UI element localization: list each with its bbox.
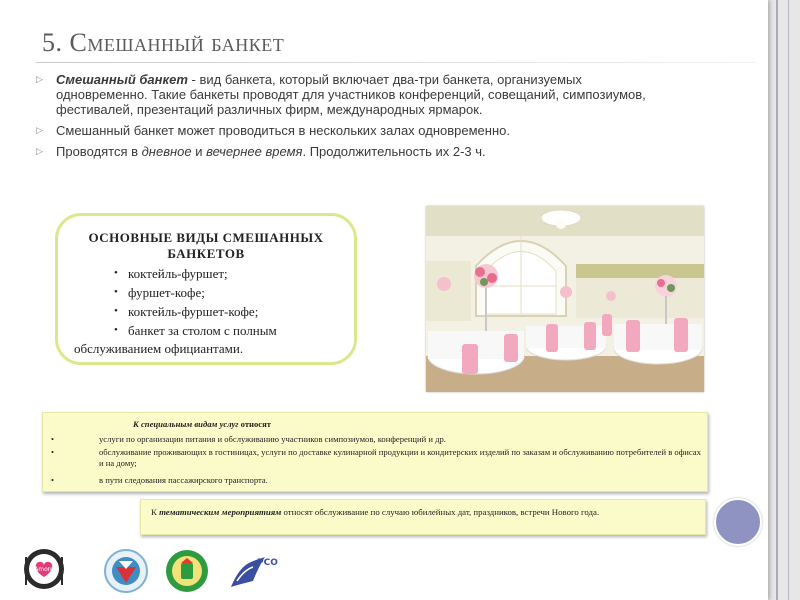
special-services-callout: К специальным видам услуг относят • услуги по организации питания и обслуживанию участников симпозиумов, конференций и др. • обслуживание проживающих в гостиницах, услуги по доставке кулинарной продукции и кондитерских изделий по заказам и обслуживанию потребителей в офисах и на дому; • в пути следования пассажирского транспорта. <box>42 412 708 492</box>
dot-bullet-icon: • <box>114 324 118 336</box>
bullet-list <box>36 72 676 165</box>
banquet-hall-illustration <box>426 206 704 392</box>
types-heading-line2: БАНКЕТОВ <box>167 246 245 261</box>
thematic-term: тематическим мероприятиям <box>159 507 282 517</box>
university-emblem-logo <box>102 547 150 595</box>
types-item: • банкет за столом с полным <box>114 323 277 338</box>
time-pre: Проводятся в <box>56 144 142 159</box>
dot-bullet-icon: • <box>51 475 55 485</box>
time-day: дневное <box>141 144 192 159</box>
types-item: • коктейль-фуршет-кофе; <box>114 304 259 319</box>
decorative-circle-icon <box>714 498 762 546</box>
dot-bullet-icon: • <box>114 286 118 298</box>
green-crest-logo <box>163 547 211 595</box>
amore-logo-text: Amore <box>34 566 54 573</box>
types-list <box>58 264 354 340</box>
title-divider <box>36 62 756 63</box>
bullet-marker-icon: ▷ <box>36 125 43 135</box>
dot-bullet-icon: • <box>114 267 118 279</box>
bullet-definition <box>36 72 676 117</box>
amore-restaurant-logo <box>20 545 68 593</box>
rso-logo <box>225 547 278 595</box>
rso-logo-text: РСО <box>257 558 278 568</box>
services-heading: К специальным видам услуг относят <box>133 419 271 429</box>
slide-edge-line <box>776 0 778 600</box>
time-evening: вечернее время <box>206 144 303 159</box>
types-item: • фуршет-кофе; <box>114 285 205 300</box>
bullet-time <box>36 144 676 159</box>
types-heading <box>58 230 354 262</box>
definition-text: - вид банкета, который включает два-три банкета, организуемых одновременно. Такие банкеты проводят для участников конференций, совещаний, симпозиумов, фестивалей, презентаций различных фирм, международных ярмарок. <box>56 72 646 117</box>
time-post: . Продолжительность их 2-3 ч. <box>302 144 486 159</box>
bullet-halls <box>36 123 676 138</box>
thematic-text: относят обслуживание по случаю юбилейных дат, праздников, встречи Нового года. <box>281 507 600 517</box>
banquet-hall-photo <box>426 206 704 392</box>
dot-bullet-icon: • <box>114 305 118 317</box>
bullet-marker-icon: ▷ <box>36 74 43 84</box>
types-tail: обслуживанием официантами. <box>74 341 244 356</box>
types-item: • коктейль-фуршет; <box>114 266 228 281</box>
types-heading-line1: ОСНОВНЫЕ ВИДЫ СМЕШАННЫХ <box>88 230 324 245</box>
time-and: и <box>191 144 207 159</box>
dot-bullet-icon: • <box>51 434 55 444</box>
halls-text: Смешанный банкет может проводиться в нескольких залах одновременно. <box>56 123 510 138</box>
slide-edge-line <box>788 0 789 600</box>
banquet-types-box <box>55 213 357 365</box>
slide-title: 5. Смешанный банкет <box>42 28 285 57</box>
term-mixed-banquet: Смешанный банкет <box>56 72 188 87</box>
thematic-events-callout: К тематическим мероприятиям относят обслуживание по случаю юбилейных дат, праздников, встречи Нового года. <box>140 499 706 535</box>
dot-bullet-icon: • <box>51 447 55 457</box>
bullet-marker-icon: ▷ <box>36 146 43 156</box>
